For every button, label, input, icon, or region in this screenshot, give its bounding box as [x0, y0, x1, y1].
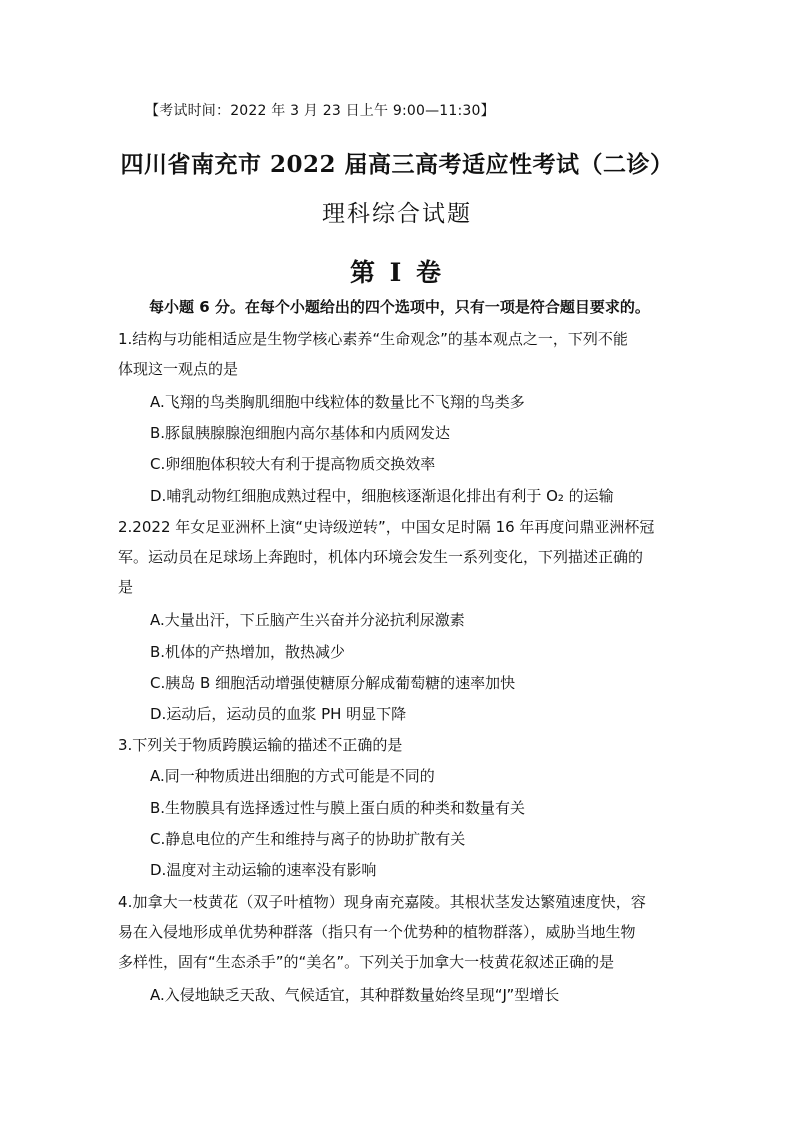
question-stem-line: 是: [118, 578, 134, 596]
question-stem-line: 2.2022 年女足亚洲杯上演“史诗级逆转”，中国女足时隔 16 年再度问鼎亚洲杯冠: [118, 518, 655, 536]
question-2-stem: [118, 515, 678, 605]
question-3-option-c: C.静息电位的产生和维持与离子的协助扩散有关: [150, 830, 466, 848]
question-3-stem: [118, 733, 678, 758]
question-stem-line: 4.加拿大一枝黄花（双子叶植物）现身南充嘉陵。其根状茎发达繁殖速度快，容: [118, 893, 646, 911]
question-stem-line: 多样性，固有“生态杀手”的“美名”。下列关于加拿大一枝黄花叙述正确的是: [118, 953, 615, 971]
question-2-option-d: D.运动后，运动员的血浆 PH 明显下降: [150, 705, 407, 723]
question-1-option-b: B.豚鼠胰腺腺泡细胞内高尔基体和内质网发达: [150, 424, 451, 442]
exam-title: 四川省南充市 2022 届高三高考适应性考试（二诊）: [120, 151, 674, 178]
question-3-option-b: B.生物膜具有选择透过性与膜上蛋白质的种类和数量有关: [150, 799, 526, 817]
question-stem-line: 3.下列关于物质跨膜运输的描述不正确的是: [118, 736, 403, 754]
question-2-option-c: C.胰岛 B 细胞活动增强使糖原分解成葡萄糖的速率加快: [150, 674, 516, 692]
exam-time: 【考试时间：2022 年 3 月 23 日上午 9:00—11:30】: [145, 103, 495, 119]
question-1-option-d: D.哺乳动物红细胞成熟过程中，细胞核逐渐退化排出有利于 O₂ 的运输: [150, 487, 614, 505]
question-stem-line: 体现这一观点的是: [118, 360, 239, 378]
question-2-option-b: B.机体的产热增加，散热减少: [150, 643, 346, 661]
exam-subtitle: 理科综合试题: [322, 201, 472, 227]
question-4-option-a: A.入侵地缺乏天敌、气候适宜，其种群数量始终呈现“J”型增长: [150, 986, 560, 1004]
question-1-option-c: C.卵细胞体积较大有利于提高物质交换效率: [150, 455, 436, 473]
volume-heading: 第 I 卷: [349, 258, 445, 287]
question-3-option-d: D.温度对主动运输的速率没有影响: [150, 861, 377, 879]
question-1-option-a: A.飞翔的鸟类胸肌细胞中线粒体的数量比不飞翔的鸟类多: [150, 393, 525, 411]
question-3-option-a: A.同一种物质进出细胞的方式可能是不同的: [150, 767, 435, 785]
question-4-stem: [118, 890, 678, 980]
question-stem-line: 军。运动员在足球场上奔跑时，机体内环境会发生一系列变化，下列描述正确的: [118, 548, 644, 566]
question-2-option-a: A.大量出汗，下丘脑产生兴奋并分泌抗利尿激素: [150, 611, 465, 629]
question-stem-line: 1.结构与功能相适应是生物学核心素养“生命观念”的基本观点之一，下列不能: [118, 330, 628, 348]
question-stem-line: 易在入侵地形成单优势种群落（指只有一个优势种的植物群落），威胁当地生物: [118, 923, 636, 941]
section-instruction: 每小题 6 分。在每个小题给出的四个选项中，只有一项是符合题目要求的。: [149, 298, 650, 316]
question-1-stem: [118, 327, 678, 387]
